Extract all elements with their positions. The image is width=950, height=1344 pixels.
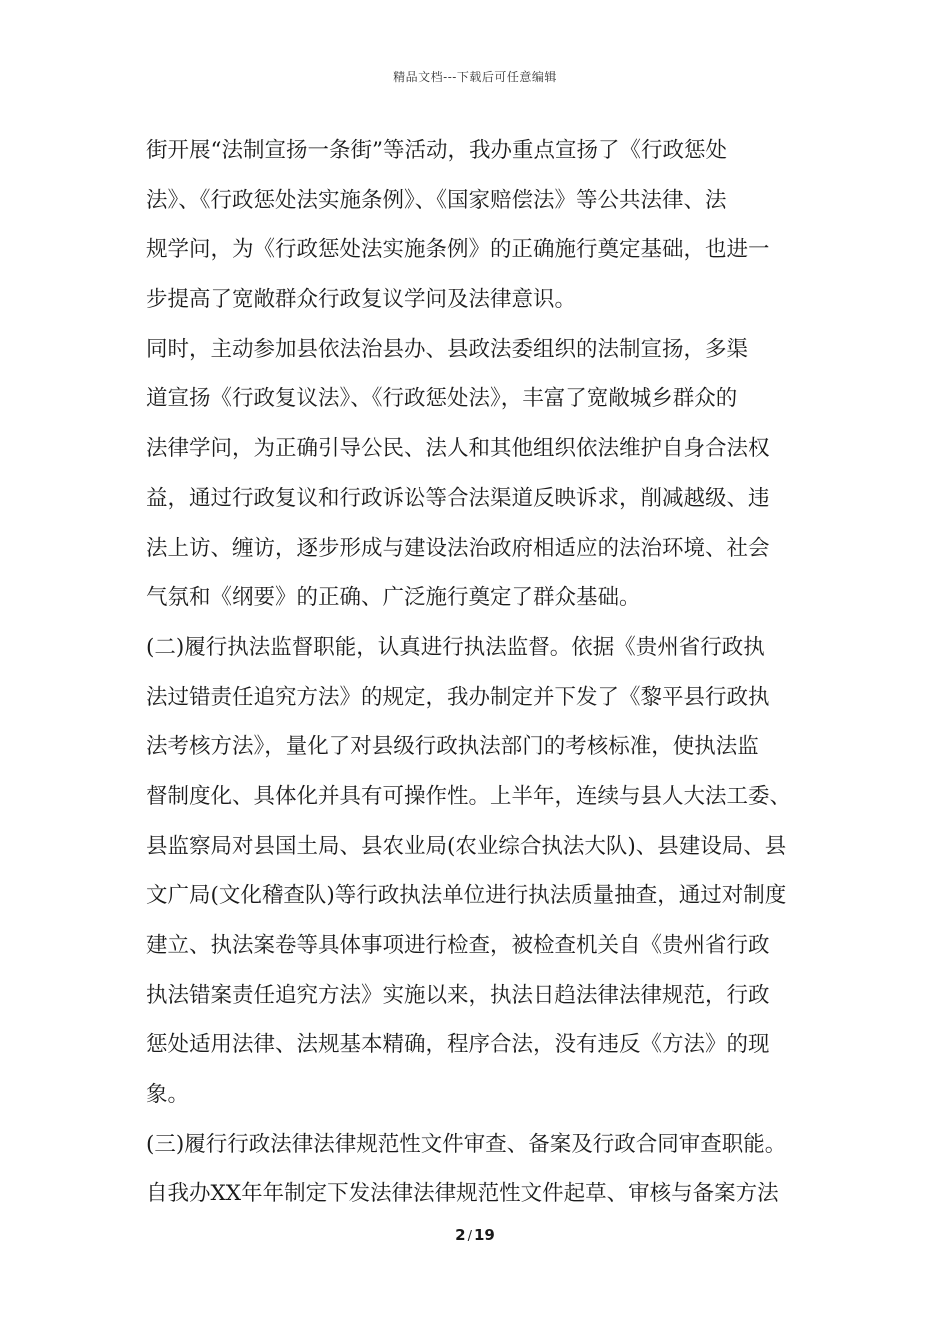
body-line: 道宣扬《行政复议法》、《行政惩处法》，丰富了宽敞城乡群众的: [146, 386, 738, 412]
body-line: 象。: [146, 1082, 190, 1108]
body-line: 益，通过行政复议和行政诉讼等合法渠道反映诉求，削减越级、违: [146, 485, 770, 511]
page-current: 2: [455, 1226, 466, 1244]
page-total: 19: [473, 1226, 495, 1244]
document-body: [146, 126, 816, 1219]
page-separator: /: [467, 1229, 472, 1244]
body-line: (二)履行执法监督职能，认真进行执法监督。依据《贵州省行政执: [146, 634, 765, 660]
body-line: (三)履行行政法律法律规范性文件审查、备案及行政合同审查职能。: [146, 1131, 787, 1157]
body-line: 建立、执法案卷等具体事项进行检查，被检查机关自《贵州省行政: [146, 933, 770, 958]
body-line: 街开展“法制宣扬一条街”等活动，我办重点宣扬了《行政惩处: [146, 138, 727, 163]
page-number: [0, 1226, 950, 1244]
body-line: 法》、《行政惩处法实施条例》、《国家赔偿法》等公共法律、法: [146, 187, 727, 213]
body-line: 督制度化、具体化并具有可操作性。上半年，连续与县人大法工委、: [146, 783, 792, 809]
body-line: 法上访、缠访，逐步形成与建设法治政府相适应的法治环境、社会: [146, 535, 770, 561]
body-line: 自我办XX年年制定下发法律法律规范性文件起草、审核与备案方法: [146, 1181, 779, 1207]
page-header: 精品文档---下载后可任意编辑: [393, 70, 557, 84]
body-line: 步提高了宽敞群众行政复议学问及法律意识。: [146, 287, 577, 313]
body-line: 法律学问，为正确引导公民、法人和其他组织依法维护自身合法权: [146, 436, 770, 462]
body-line: 规学问，为《行政惩处法实施条例》的正确施行奠定基础，也进一: [146, 237, 770, 263]
body-line: 县监察局对县国土局、县农业局(农业综合执法大队)、县建设局、县: [146, 833, 787, 859]
body-line: 执法错案责任追究方法》实施以来，执法日趋法律法律规范，行政: [146, 982, 770, 1008]
body-line: 法考核方法》，量化了对县级行政执法部门的考核标准，使执法监: [146, 734, 759, 760]
body-line: 同时，主动参加县依法治县办、县政法委组织的法制宣扬，多渠: [146, 336, 749, 362]
body-line: 法过错责任追究方法》的规定，我办制定并下发了《黎平县行政执: [146, 684, 770, 710]
body-line: 气氛和《纲要》的正确、广泛施行奠定了群众基础。: [146, 585, 641, 611]
body-line: 惩处适用法律、法规基本精确，程序合法，没有违反《方法》的现: [146, 1032, 770, 1058]
body-line: 文广局(文化稽查队)等行政执法单位进行执法质量抽查，通过对制度: [146, 883, 787, 909]
